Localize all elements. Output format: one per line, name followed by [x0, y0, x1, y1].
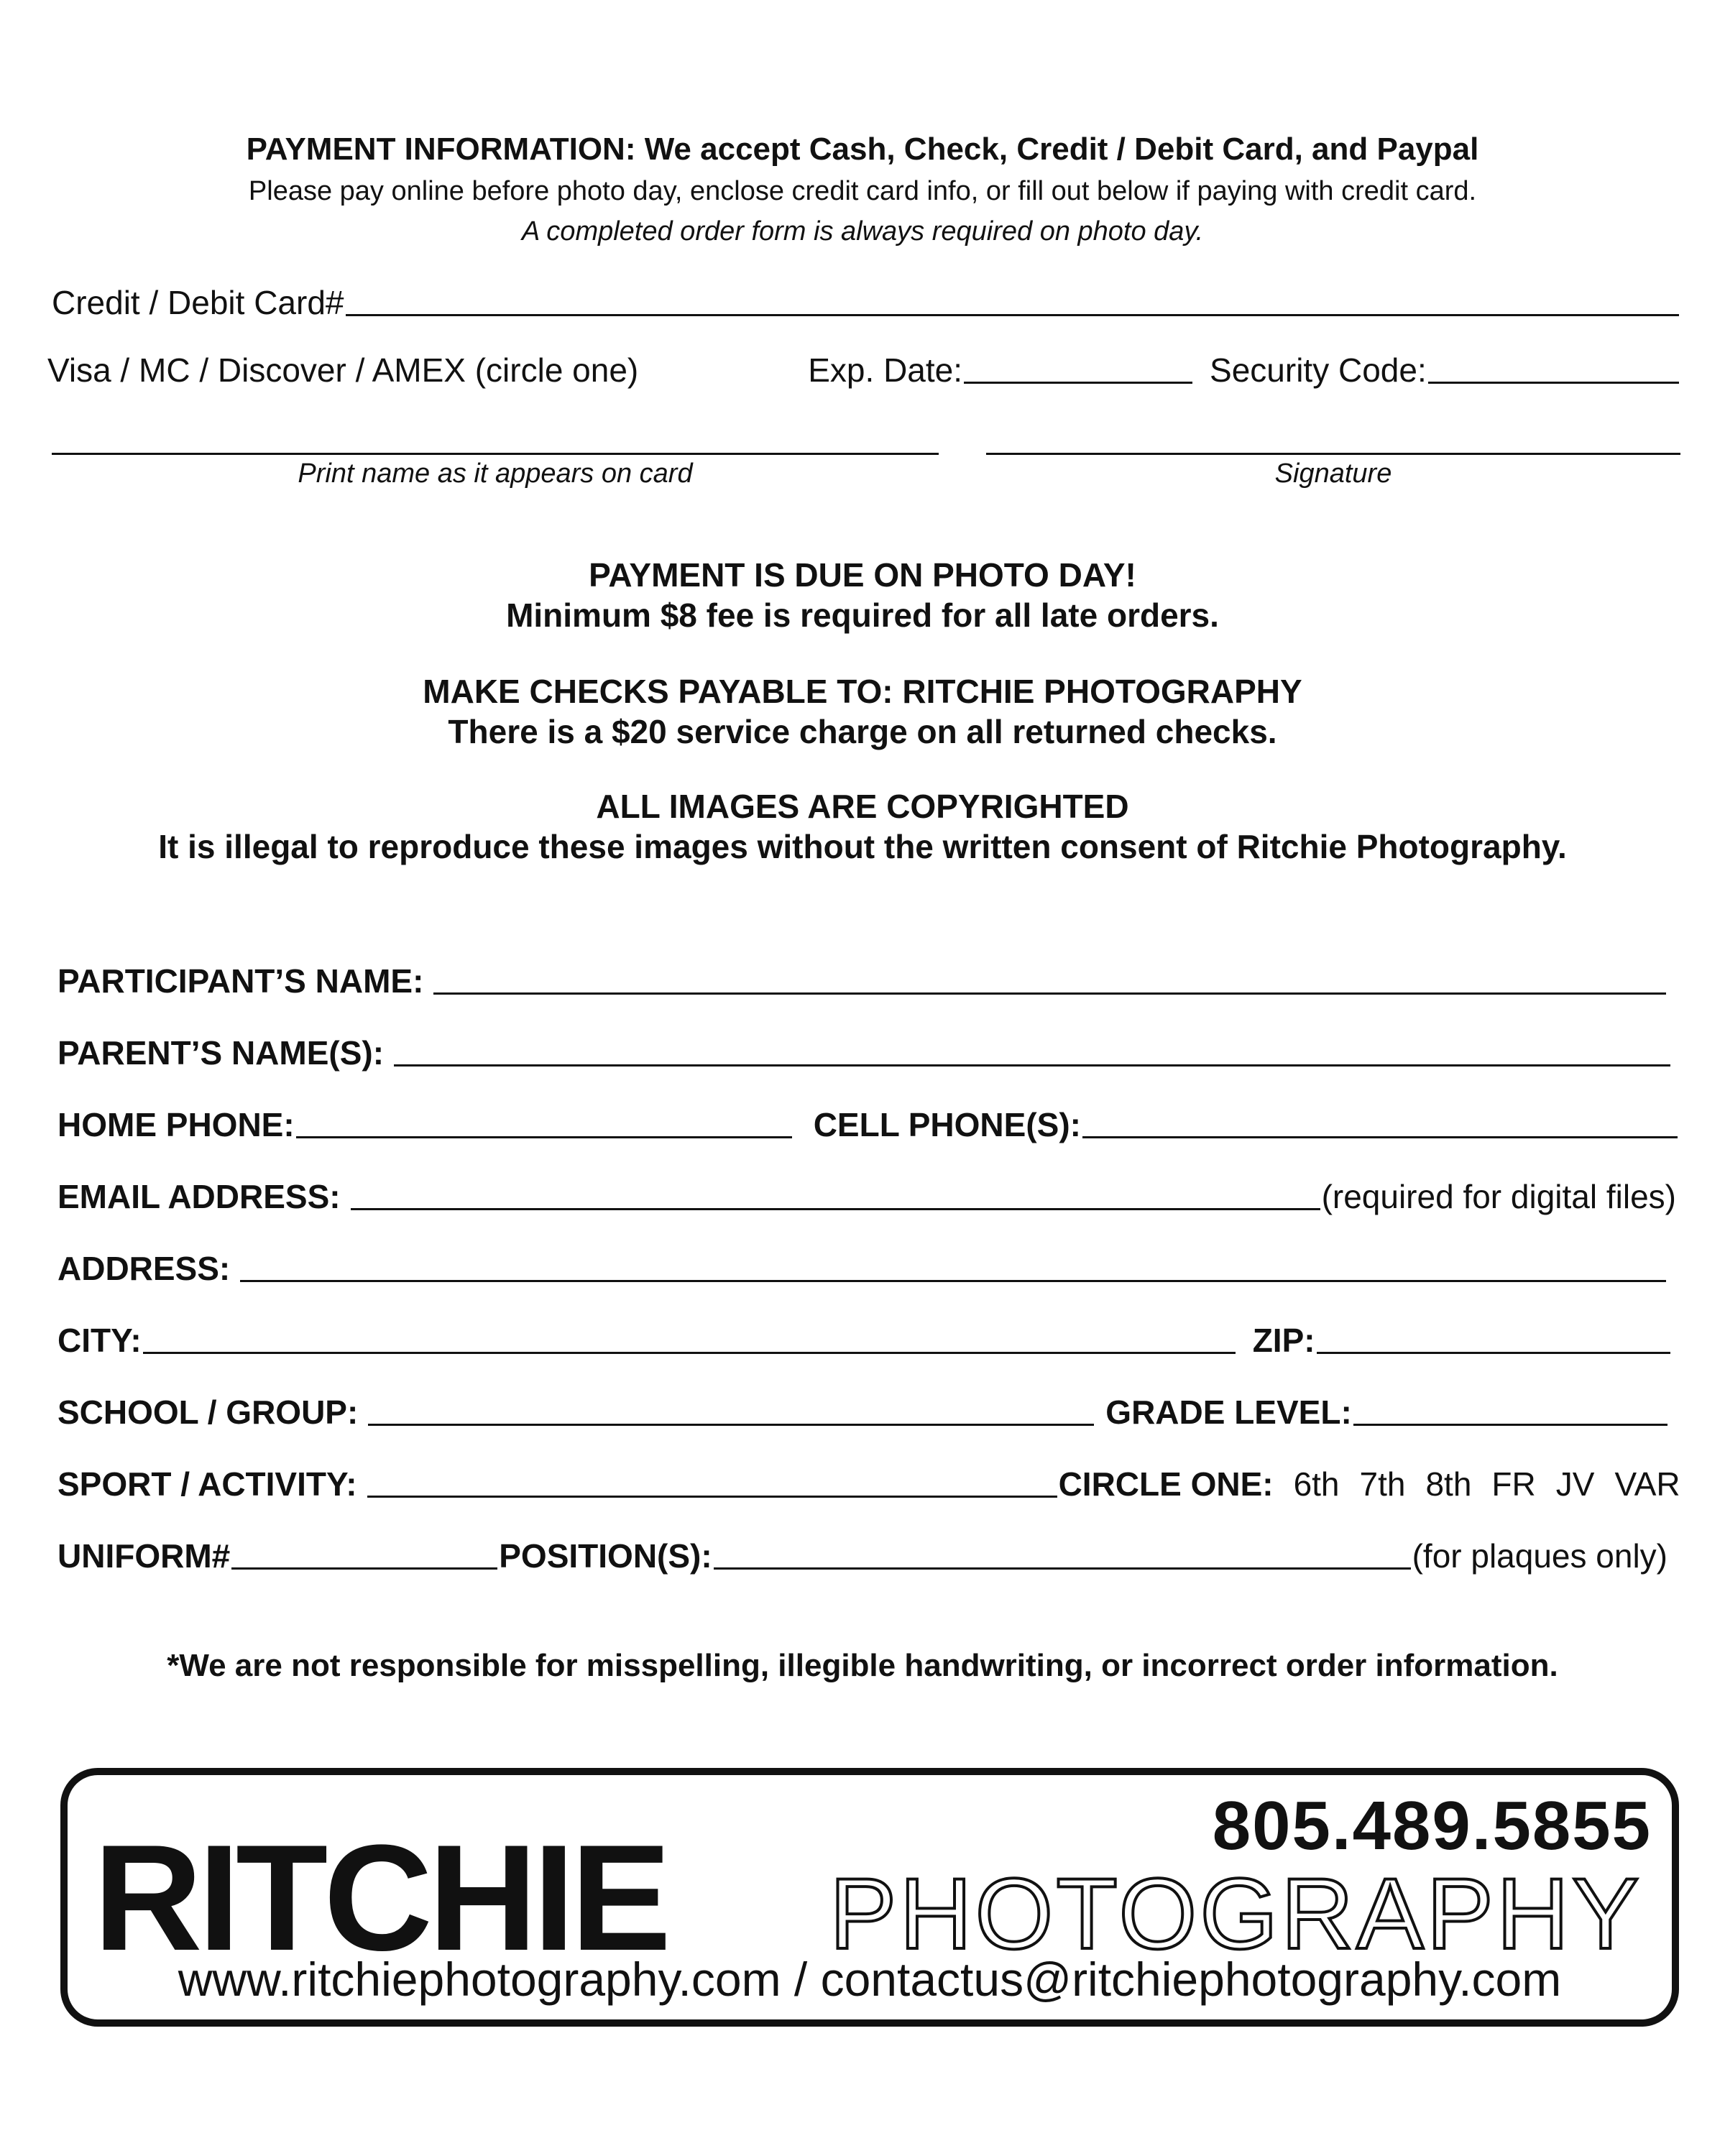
- circle-option-fr[interactable]: FR: [1491, 1465, 1536, 1503]
- zip-label: ZIP:: [1252, 1322, 1315, 1359]
- card-number-row: [52, 286, 1680, 319]
- signature-caption: Signature: [1274, 459, 1392, 489]
- parents-name-row: [58, 1034, 1672, 1072]
- participant-name-row: [58, 964, 1668, 998]
- home-phone-field[interactable]: [296, 1136, 792, 1138]
- card-number-field[interactable]: [346, 314, 1680, 316]
- logo-name-outline: PHOTOGRAPHY: [829, 1857, 1642, 1970]
- circle-option-8th[interactable]: 8th: [1425, 1465, 1472, 1503]
- zip-field[interactable]: [1317, 1352, 1670, 1354]
- parents-name-label: PARENT’S NAME(S):: [58, 1034, 385, 1072]
- security-code-label: Security Code:: [1210, 351, 1427, 389]
- cell-phone-field[interactable]: [1082, 1136, 1678, 1138]
- school-label: SCHOOL / GROUP:: [58, 1393, 359, 1431]
- school-field[interactable]: [368, 1424, 1094, 1426]
- security-code-field[interactable]: [1428, 382, 1679, 384]
- payment-info-title: PAYMENT INFORMATION: We accept Cash, Check, Credit / Debit Card, and Paypal: [246, 132, 1479, 167]
- address-row: [58, 1252, 1668, 1285]
- logo-name-bold: RITCHIE: [93, 1813, 667, 1982]
- sport-row: [58, 1465, 1680, 1503]
- uniform-label: UNIFORM#: [58, 1537, 231, 1575]
- participant-name-field[interactable]: [433, 992, 1666, 995]
- email-row: [58, 1180, 1676, 1213]
- grade-level-label: GRADE LEVEL:: [1105, 1393, 1352, 1431]
- checks-text: There is a $20 service charge on all returned checks.: [448, 713, 1277, 750]
- email-label: EMAIL ADDRESS:: [58, 1178, 341, 1215]
- logo-phone: 805.489.5855: [1212, 1787, 1652, 1864]
- address-field[interactable]: [240, 1280, 1666, 1282]
- circle-option-6th[interactable]: 6th: [1293, 1465, 1340, 1503]
- print-name-caption: Print name as it appears on card: [298, 459, 693, 489]
- payment-due-title: PAYMENT IS DUE ON PHOTO DAY!: [589, 556, 1136, 594]
- payment-info-subtitle: Please pay online before photo day, enclose credit card info, or fill out below if paying with credit card.: [248, 176, 1477, 206]
- exp-date-label: Exp. Date:: [808, 351, 963, 389]
- disclaimer: *We are not responsible for misspelling, illegible handwriting, or incorrect order information.: [167, 1648, 1558, 1683]
- position-label: POSITION(S):: [499, 1537, 712, 1575]
- circle-option-7th[interactable]: 7th: [1359, 1465, 1406, 1503]
- phone-row: [58, 1108, 1679, 1141]
- payment-due-text: Minimum $8 fee is required for all late orders.: [506, 596, 1219, 634]
- parents-name-field[interactable]: [394, 1064, 1670, 1067]
- exp-date-field[interactable]: [964, 382, 1192, 384]
- email-field[interactable]: [351, 1208, 1320, 1210]
- position-note: (for plaques only): [1412, 1537, 1668, 1575]
- cell-phone-label: CELL PHONE(S):: [813, 1106, 1081, 1143]
- signature-field[interactable]: [986, 453, 1680, 455]
- sport-field[interactable]: [367, 1496, 1057, 1498]
- participant-name-label: PARTICIPANT’S NAME:: [58, 962, 424, 1000]
- circle-option-var[interactable]: VAR: [1614, 1465, 1680, 1503]
- position-field[interactable]: [714, 1567, 1411, 1570]
- city-label: CITY:: [58, 1322, 142, 1359]
- copyright-text: It is illegal to reproduce these images without the written consent of Ritchie Photography.: [158, 828, 1567, 865]
- card-type-label: Visa / MC / Discover / AMEX (circle one): [47, 351, 639, 389]
- checks-title: MAKE CHECKS PAYABLE TO: RITCHIE PHOTOGRAPHY: [423, 673, 1302, 710]
- copyright-title: ALL IMAGES ARE COPYRIGHTED: [596, 788, 1129, 825]
- payment-info-note: A completed order form is always required on photo day.: [521, 216, 1204, 247]
- circle-option-jv[interactable]: JV: [1555, 1465, 1595, 1503]
- city-zip-row: [58, 1324, 1672, 1357]
- grade-level-field[interactable]: [1353, 1424, 1668, 1426]
- city-field[interactable]: [143, 1352, 1236, 1354]
- logo-box: [60, 1768, 1679, 2027]
- print-name-field[interactable]: [52, 453, 939, 455]
- logo-web-contact: www.ritchiephotography.com / contactus@ritchiephotography.com: [178, 1953, 1562, 2006]
- email-note: (required for digital files): [1321, 1178, 1676, 1215]
- sport-label: SPORT / ACTIVITY:: [58, 1465, 357, 1503]
- home-phone-label: HOME PHONE:: [58, 1106, 295, 1143]
- address-label: ADDRESS:: [58, 1250, 231, 1287]
- circle-one-label: CIRCLE ONE:: [1058, 1465, 1274, 1503]
- uniform-field[interactable]: [231, 1567, 497, 1570]
- card-number-label: Credit / Debit Card#: [52, 284, 344, 321]
- card-details-row: [47, 351, 1680, 389]
- school-grade-row: [58, 1393, 1669, 1431]
- uniform-position-row: [58, 1537, 1668, 1575]
